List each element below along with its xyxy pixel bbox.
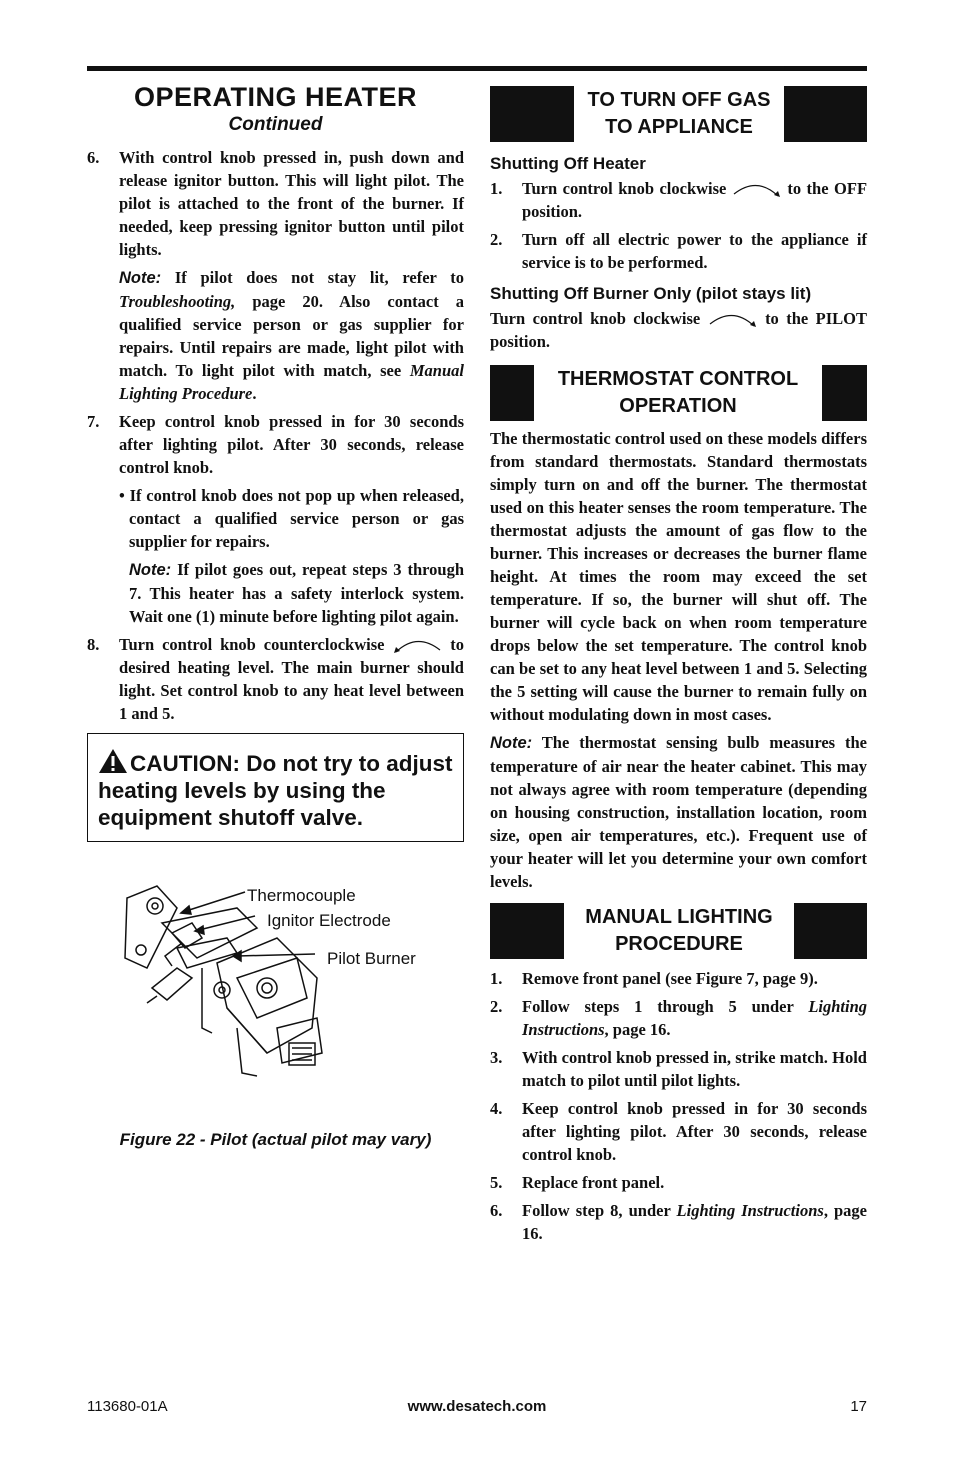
left-column: [87, 82, 464, 1150]
top-rule: [87, 66, 867, 71]
document-number: 113680-01A: [87, 1398, 168, 1415]
turn-off-header: TO TURN OFF GAS TO APPLIANCE: [490, 86, 867, 142]
manual-lighting-header: MANUAL LIGHTING PROCEDURE: [490, 903, 867, 959]
header-block-left: [490, 86, 574, 142]
thermostat-note: Note: The thermostat sensing bulb measures the temperature of air near the heater cabinet. This may not always agree with room temperature (depending on housing construction, installation location, room size, open air temperatures, etc.). Frequent use of your heater will let you determine your own comfort levels.: [490, 733, 867, 891]
note-2: Note: If pilot goes out, repeat steps 3 through 7. This heater has a safety interlock system. Wait one (1) minute before lighting pilot again.: [129, 560, 464, 626]
clockwise-arrow-icon: [732, 182, 782, 198]
right-column: [490, 86, 867, 1250]
header-block-right: [794, 903, 867, 959]
manual-item-1: 1. Remove front panel (see Figure 7, page 9).: [490, 969, 818, 988]
manual-item-6: 6. Follow step 8, under Lighting Instructions, page 16.: [490, 1201, 867, 1243]
manual-item-3: 3. With control knob pressed in, strike match. Hold match to pilot until pilot lights.: [490, 1048, 867, 1090]
step-6: 6. With control knob pressed in, push down and release ignitor button. This will light pilot. The pilot is attached to the front of the burner. If needed, keep pressing ignitor button until pilot lights.: [87, 148, 464, 259]
page-subtitle: Continued: [228, 114, 323, 135]
step-8: 8. Turn control knob counterclockwise to desired heating level. The main burner should light. Set control knob to any heat level between 1 and 5.: [87, 635, 464, 723]
shutting-off-heater-subhead: Shutting Off Heater: [490, 154, 646, 173]
bullet-knob: • If control knob does not pop up when released, contact a qualified service person or gas supplier for repairs.: [119, 486, 464, 551]
turnoff-item-2: 2. Turn off all electric power to the appliance if service is to be performed.: [490, 230, 867, 272]
turnoff-item-1: 1. Turn control knob clockwise to the OFF position.: [490, 179, 868, 221]
header-block-right: [784, 86, 867, 142]
manual-item-5: 5. Replace front panel.: [490, 1173, 665, 1192]
figure-caption: Figure 22 - Pilot (actual pilot may vary): [119, 1130, 432, 1149]
caution-text: CAUTION: Do not try to adjust heating levels by using the equipment shutoff valve.: [98, 751, 453, 830]
pilot-position-para: Turn control knob clockwise to the PILOT position.: [490, 309, 867, 351]
thermostat-header: THERMOSTAT CONTROL OPERATION: [490, 365, 867, 421]
step-7: 7. Keep control knob pressed in for 30 seconds after lighting pilot. After 30 seconds, release control knob.: [87, 412, 464, 477]
manual-item-4: 4. Keep control knob pressed in for 30 seconds after lighting pilot. After 30 seconds, release control knob.: [490, 1099, 867, 1164]
page-title: OPERATING HEATER: [133, 82, 417, 112]
clockwise-arrow-icon: [708, 312, 758, 328]
header-block-left: [490, 903, 564, 959]
thermostat-body: The thermostatic control used on these models differs from standard thermostats. Standard thermostats simply turn on and off the burner. The thermostat used on this heater senses the room temperature. The thermostat adjusts the amount of gas flow to the burner. This increases or decreases the burner flame height. At times the room may exceed the set temperature. If so, the burner will shut off. The burner will cycle back on when room temperature drops below the set temperature. The control knob can be set to any heat level between 1 and 5. Selecting the 5 setting will cause the burner to remain fully on without modulating down in most cases.: [490, 429, 867, 724]
header-block-right: [822, 365, 867, 421]
header-block-left: [490, 365, 534, 421]
pilot-figure: [87, 878, 464, 1118]
shutting-off-burner-subhead: Shutting Off Burner Only (pilot stays lit): [490, 284, 812, 303]
note-1: Note: If pilot does not stay lit, refer to Troubleshooting, page 20. Also contact a qualified service person or gas supplier for repairs. Until repairs are made, light pilot with match. To light pilot with match, see Manual Lighting Procedure.: [119, 268, 464, 403]
website-link[interactable]: www.desatech.com: [407, 1398, 547, 1415]
pilot-burner-label: Pilot Burner: [327, 949, 416, 968]
counterclockwise-arrow-icon: [392, 638, 442, 654]
page-number: 17: [850, 1398, 867, 1415]
pilot-illustration: [117, 878, 357, 1088]
warning-icon: [98, 748, 128, 774]
ignitor-electrode-label: Ignitor Electrode: [267, 911, 391, 930]
thermocouple-label: Thermocouple: [247, 886, 356, 905]
caution-box: [87, 733, 464, 842]
manual-item-2: 2. Follow steps 1 through 5 under Lighting Instructions, page 16.: [490, 997, 867, 1039]
